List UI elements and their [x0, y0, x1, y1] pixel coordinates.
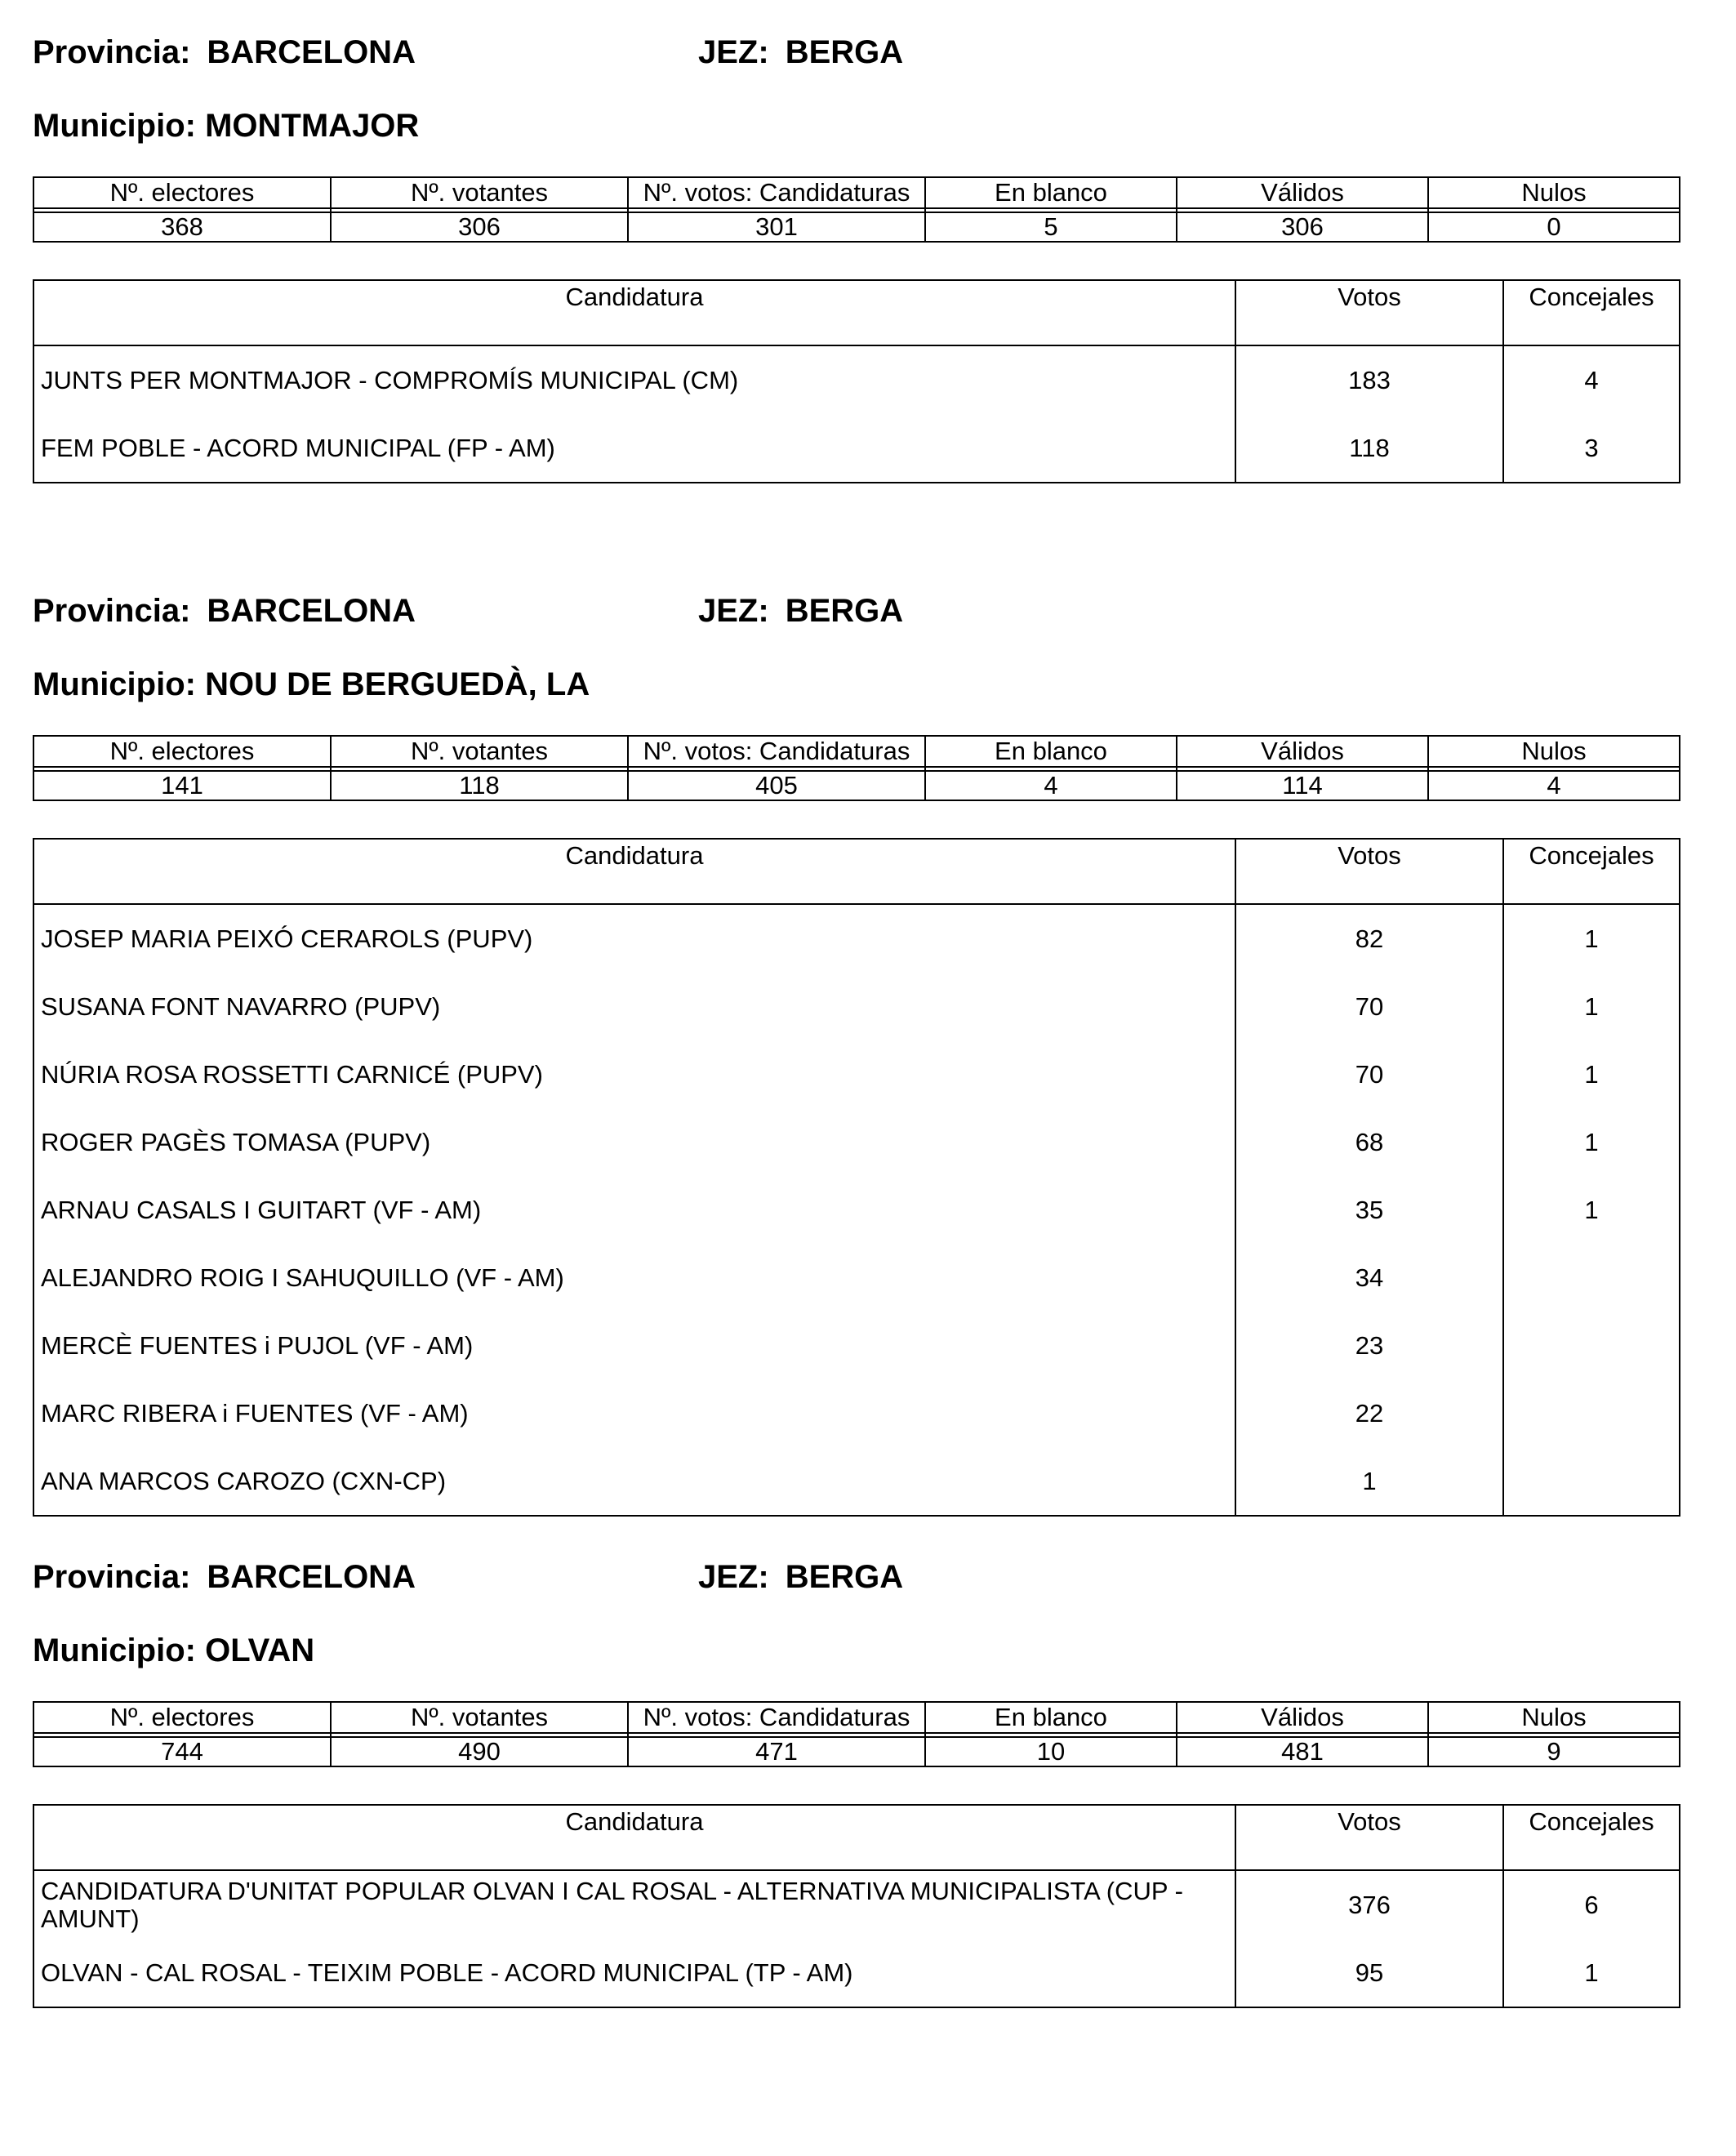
stats-header-electores: Nº. electores: [33, 177, 331, 208]
stats-value-en-blanco: 4: [925, 771, 1177, 800]
stats-header-nulos: Nulos: [1428, 177, 1680, 208]
jez-value: BERGA: [785, 593, 904, 629]
header-votos: Votos: [1235, 839, 1503, 904]
candidatura-votos: 183: [1235, 345, 1503, 414]
candidatura-row: [33, 1379, 1680, 1447]
stats-value-votos-candidaturas: 471: [628, 1737, 925, 1766]
candidatura-row: [33, 1447, 1680, 1516]
stats-value-nulos: 0: [1428, 212, 1680, 242]
candidatura-concejales: 1: [1503, 1176, 1680, 1244]
candidatura-votos: 34: [1235, 1244, 1503, 1312]
stats-header-row: [33, 736, 1680, 767]
jez-value: BERGA: [785, 34, 904, 70]
candidatura-concejales: 1: [1503, 1939, 1680, 2007]
stats-value-votos-candidaturas: 301: [628, 212, 925, 242]
candidatura-table: [33, 838, 1680, 1517]
candidatura-row: [33, 345, 1680, 414]
header-votos: Votos: [1235, 280, 1503, 345]
candidatura-header-row: [33, 280, 1680, 345]
jez-label: JEZ:: [698, 34, 769, 70]
stats-value-validos: 306: [1177, 212, 1428, 242]
stats-value-row: [33, 771, 1680, 800]
candidatura-votos: 70: [1235, 1040, 1503, 1108]
municipio-value: OLVAN: [205, 1633, 315, 1668]
candidatura-name: JOSEP MARIA PEIXÓ CERAROLS (PUPV): [33, 904, 1235, 973]
municipio-section-montmajor: [33, 36, 1679, 493]
candidatura-name: MARC RIBERA i FUENTES (VF - AM): [33, 1379, 1235, 1447]
candidatura-concejales: 1: [1503, 904, 1680, 973]
municipio-label: Municipio:: [33, 108, 196, 144]
candidatura-votos: 376: [1235, 1870, 1503, 1939]
stats-value-votantes: 490: [331, 1737, 628, 1766]
candidatura-concejales: [1503, 1447, 1680, 1516]
candidatura-row: [33, 973, 1680, 1040]
candidatura-row: [33, 904, 1680, 973]
candidatura-row: [33, 1312, 1680, 1379]
stats-value-nulos: 9: [1428, 1737, 1680, 1766]
stats-value-validos: 481: [1177, 1737, 1428, 1766]
stats-header-votantes: Nº. votantes: [331, 177, 628, 208]
candidatura-table: [33, 1804, 1680, 2008]
municipio-label: Municipio:: [33, 1633, 196, 1668]
stats-value-en-blanco: 5: [925, 212, 1177, 242]
stats-value-row: [33, 1737, 1680, 1766]
stats-header-votantes: Nº. votantes: [331, 736, 628, 767]
candidatura-votos: 95: [1235, 1939, 1503, 2007]
provincia-line: [33, 36, 416, 69]
stats-header-electores: Nº. electores: [33, 1702, 331, 1733]
candidatura-name: ALEJANDRO ROIG I SAHUQUILLO (VF - AM): [33, 1244, 1235, 1312]
header-votos: Votos: [1235, 1805, 1503, 1870]
candidatura-name: ROGER PAGÈS TOMASA (PUPV): [33, 1108, 1235, 1176]
municipio-section-nou-de-bergueda: [33, 595, 1679, 1517]
candidatura-concejales: [1503, 1379, 1680, 1447]
stats-header-en-blanco: En blanco: [925, 177, 1177, 208]
candidatura-name: ANA MARCOS CAROZO (CXN-CP): [33, 1447, 1235, 1516]
candidatura-votos: 23: [1235, 1312, 1503, 1379]
municipio-line: [33, 668, 590, 701]
candidatura-name: FEM POBLE - ACORD MUNICIPAL (FP - AM): [33, 414, 1235, 483]
candidatura-row: [33, 1108, 1680, 1176]
stats-header-validos: Válidos: [1177, 736, 1428, 767]
candidatura-concejales: 4: [1503, 345, 1680, 414]
stats-value-votantes: 118: [331, 771, 628, 800]
stats-value-row: [33, 212, 1680, 242]
candidatura-row: [33, 1244, 1680, 1312]
candidatura-concejales: [1503, 1244, 1680, 1312]
candidatura-votos: 22: [1235, 1379, 1503, 1447]
stats-header-en-blanco: En blanco: [925, 1702, 1177, 1733]
provincia-label: Provincia:: [33, 34, 191, 70]
candidatura-row: [33, 1040, 1680, 1108]
jez-line: [698, 595, 903, 627]
stats-value-en-blanco: 10: [925, 1737, 1177, 1766]
stats-value-electores: 744: [33, 1737, 331, 1766]
municipio-section-olvan: [33, 1561, 1679, 2018]
stats-header-validos: Válidos: [1177, 177, 1428, 208]
candidatura-row: [33, 414, 1680, 483]
candidatura-concejales: 3: [1503, 414, 1680, 483]
candidatura-row: [33, 1870, 1680, 1939]
candidatura-name: NÚRIA ROSA ROSSETTI CARNICÉ (PUPV): [33, 1040, 1235, 1108]
candidatura-name: OLVAN - CAL ROSAL - TEIXIM POBLE - ACORD MUNICIPAL (TP - AM): [33, 1939, 1235, 2007]
stats-header-nulos: Nulos: [1428, 1702, 1680, 1733]
candidatura-votos: 35: [1235, 1176, 1503, 1244]
candidatura-votos: 68: [1235, 1108, 1503, 1176]
candidatura-votos: 118: [1235, 414, 1503, 483]
stats-table: [33, 1701, 1680, 1767]
provincia-value: BARCELONA: [207, 1559, 416, 1595]
stats-header-votos-candidaturas: Nº. votos: Candidaturas: [628, 736, 925, 767]
provincia-value: BARCELONA: [207, 34, 416, 70]
candidatura-concejales: 6: [1503, 1870, 1680, 1939]
municipio-value: NOU DE BERGUEDÀ, LA: [205, 666, 590, 702]
municipio-line: [33, 1634, 314, 1667]
stats-header-validos: Válidos: [1177, 1702, 1428, 1733]
stats-value-electores: 368: [33, 212, 331, 242]
stats-header-votantes: Nº. votantes: [331, 1702, 628, 1733]
municipio-value: MONTMAJOR: [205, 108, 420, 144]
stats-value-validos: 114: [1177, 771, 1428, 800]
stats-value-nulos: 4: [1428, 771, 1680, 800]
stats-header-nulos: Nulos: [1428, 736, 1680, 767]
jez-label: JEZ:: [698, 1559, 769, 1595]
jez-label: JEZ:: [698, 593, 769, 629]
candidatura-votos: 82: [1235, 904, 1503, 973]
jez-line: [698, 36, 903, 69]
header-candidatura: Candidatura: [33, 280, 1235, 345]
candidatura-concejales: 1: [1503, 973, 1680, 1040]
provincia-line: [33, 1561, 416, 1593]
candidatura-table: [33, 279, 1680, 483]
candidatura-concejales: 1: [1503, 1040, 1680, 1108]
header-concejales: Concejales: [1503, 280, 1680, 345]
candidatura-name: JUNTS PER MONTMAJOR - COMPROMÍS MUNICIPAL (CM): [33, 345, 1235, 414]
candidatura-votos: 1: [1235, 1447, 1503, 1516]
candidatura-name: MERCÈ FUENTES i PUJOL (VF - AM): [33, 1312, 1235, 1379]
provincia-label: Provincia:: [33, 593, 191, 629]
stats-value-electores: 141: [33, 771, 331, 800]
header-candidatura: Candidatura: [33, 1805, 1235, 1870]
stats-header-en-blanco: En blanco: [925, 736, 1177, 767]
candidatura-header-row: [33, 839, 1680, 904]
candidatura-header-row: [33, 1805, 1680, 1870]
stats-header-votos-candidaturas: Nº. votos: Candidaturas: [628, 177, 925, 208]
stats-header-row: [33, 1702, 1680, 1733]
provincia-line: [33, 595, 416, 627]
stats-value-votos-candidaturas: 405: [628, 771, 925, 800]
stats-value-votantes: 306: [331, 212, 628, 242]
stats-header-row: [33, 177, 1680, 208]
header-concejales: Concejales: [1503, 839, 1680, 904]
candidatura-name: CANDIDATURA D'UNITAT POPULAR OLVAN I CAL ROSAL - ALTERNATIVA MUNICIPALISTA (CUP - AMUNT): [33, 1870, 1235, 1939]
municipio-label: Municipio:: [33, 666, 196, 702]
candidatura-row: [33, 1939, 1680, 2007]
candidatura-name: ARNAU CASALS I GUITART (VF - AM): [33, 1176, 1235, 1244]
stats-header-electores: Nº. electores: [33, 736, 331, 767]
jez-line: [698, 1561, 903, 1593]
municipio-line: [33, 109, 419, 142]
candidatura-name: SUSANA FONT NAVARRO (PUPV): [33, 973, 1235, 1040]
provincia-label: Provincia:: [33, 1559, 191, 1595]
provincia-value: BARCELONA: [207, 593, 416, 629]
stats-header-votos-candidaturas: Nº. votos: Candidaturas: [628, 1702, 925, 1733]
stats-table: [33, 176, 1680, 243]
jez-value: BERGA: [785, 1559, 904, 1595]
candidatura-concejales: [1503, 1312, 1680, 1379]
header-candidatura: Candidatura: [33, 839, 1235, 904]
header-concejales: Concejales: [1503, 1805, 1680, 1870]
candidatura-row: [33, 1176, 1680, 1244]
candidatura-votos: 70: [1235, 973, 1503, 1040]
candidatura-concejales: 1: [1503, 1108, 1680, 1176]
stats-table: [33, 735, 1680, 801]
